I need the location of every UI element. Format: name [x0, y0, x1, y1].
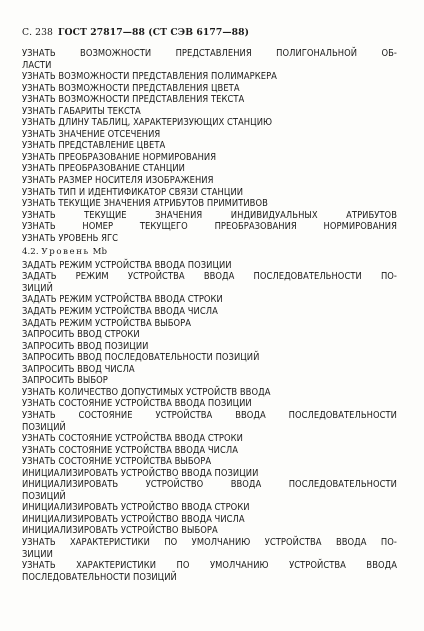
list-item-text: ПОСЛЕДОВАТЕЛЬНОСТИ — [288, 409, 397, 421]
list-item-text: УЗНАТЬ КОЛИЧЕСТВО ДОПУСТИМЫХ УСТРОЙСТВ ВВОДА — [22, 386, 271, 398]
list-item-text: АТРИБУТОВ — [346, 209, 397, 221]
function-list-block-2 — [22, 260, 397, 583]
list-item-text: УЗНАТЬ ПРЕОБРАЗОВАНИЕ СТАНЦИИ — [22, 163, 185, 175]
list-item-text: ЗАДАТЬ РЕЖИМ УСТРОЙСТВА ВВОДА ЧИСЛА — [22, 306, 218, 318]
list-item-text: ТЕКУЩИЕ — [84, 209, 127, 221]
list-item-text: ВВОДА — [235, 409, 266, 421]
list-item — [22, 422, 397, 434]
list-item-text: УЗНАТЬ ТИП И ИДЕНТИФИКАТОР СВЯЗИ СТАНЦИИ — [22, 186, 244, 198]
list-item — [22, 187, 397, 199]
list-item-text: ЗАДАТЬ РЕЖИМ УСТРОЙСТВА ВЫБОРА — [22, 317, 191, 329]
page-number: С. 238 — [22, 27, 54, 38]
list-item-text: ИНИЦИАЛИЗИРОВАТЬ УСТРОЙСТВО ВВОДА ПОЗИЦИИ — [22, 467, 259, 479]
list-item-text: ПО- — [380, 536, 397, 548]
list-item — [22, 352, 397, 364]
list-item-text: ПРЕДСТАВЛЕНИЯ — [175, 48, 252, 59]
list-item — [22, 71, 397, 83]
list-item — [22, 549, 397, 561]
list-item-text: УЗНАТЬ — [22, 536, 56, 548]
section-title: Уровень — [41, 247, 90, 258]
list-item-text: НОРМИРОВАНИЯ — [323, 221, 397, 233]
list-item-text: ХАРАКТЕРИСТИКИ — [70, 536, 150, 548]
list-item-text: УСТРОЙСТВА — [264, 536, 322, 548]
list-item-text: УЗНАТЬ ТЕКУЩИЕ ЗНАЧЕНИЯ АТРИБУТОВ ПРИМИТИВОВ — [22, 198, 268, 210]
list-item-text: ТЕКУЩЕГО — [139, 221, 188, 233]
list-item-text: ПО — [176, 560, 190, 572]
section-level: Mb — [92, 247, 108, 258]
page-header — [22, 27, 249, 38]
list-item — [22, 445, 397, 457]
function-list — [22, 48, 397, 583]
list-item-text: ЗИЦИЙ — [22, 282, 53, 294]
list-item-text: ПО- — [380, 271, 397, 283]
list-item — [22, 468, 397, 480]
function-list-block-1 — [22, 48, 397, 244]
list-item — [22, 152, 397, 164]
list-item-text: ВВОДА — [230, 479, 262, 491]
section-heading — [22, 247, 397, 259]
list-item — [22, 106, 397, 118]
list-item-text: УСТРОЙСТВА — [155, 409, 213, 421]
list-item-text: НОМЕР — [82, 221, 114, 233]
list-item — [22, 140, 397, 152]
list-item-text: ЗИЦИИ — [22, 548, 53, 560]
list-item-text: УСТРОЙСТВА — [289, 560, 346, 572]
list-item-text: УЗНАТЬ — [22, 48, 56, 59]
list-item-text: ЗАПРОСИТЬ ВЫБОР — [22, 375, 108, 387]
list-item-text: УЗНАТЬ ГАБАРИТЫ ТЕКСТА — [22, 105, 141, 117]
list-item — [22, 294, 397, 306]
list-item-text: ПОЛИГОНАЛЬНОЙ — [276, 48, 358, 59]
list-item-text: СОСТОЯНИЕ — [78, 409, 133, 421]
list-item — [22, 375, 397, 387]
list-item — [22, 560, 397, 572]
list-item-text: ПОСЛЕДОВАТЕЛЬНОСТИ — [288, 479, 397, 491]
list-item — [22, 456, 397, 468]
list-item-text: ИНИЦИАЛИЗИРОВАТЬ УСТРОЙСТВО ВЫБОРА — [22, 525, 218, 537]
list-item — [22, 318, 397, 330]
list-item-text: ЗАПРОСИТЬ ВВОД ПОЗИЦИИ — [22, 340, 149, 352]
list-item-text: УЗНАТЬ УРОВЕНЬ ЯГС — [22, 232, 119, 244]
standard-designation: ГОСТ 27817—88 (СТ СЭВ 6177—88) — [58, 27, 250, 38]
list-item — [22, 364, 397, 376]
list-item-text: РЕЖИМ — [75, 271, 109, 283]
list-item — [22, 525, 397, 537]
list-item — [22, 271, 397, 283]
list-item-text: ПРЕОБРАЗОВАНИЯ — [214, 221, 297, 233]
list-item-text: ИНИЦИАЛИЗИРОВАТЬ УСТРОЙСТВО ВВОДА ЧИСЛА — [22, 513, 245, 525]
list-item — [22, 94, 397, 106]
list-item-text: ИНИЦИАЛИЗИРОВАТЬ — [22, 479, 119, 491]
list-item-text: ПО — [164, 536, 178, 548]
list-item-text: УЗНАТЬ — [22, 560, 56, 572]
list-item-text: ЗАПРОСИТЬ ВВОД СТРОКИ — [22, 329, 140, 341]
list-item-text: ЗАДАТЬ РЕЖИМ УСТРОЙСТВА ВВОДА СТРОКИ — [22, 294, 223, 306]
list-item — [22, 433, 397, 445]
list-item-text: ВВОДА — [366, 560, 397, 572]
list-item-text: ПОЗИЦИЙ — [22, 490, 66, 502]
list-item-text: УМОЛЧАНИЮ — [209, 560, 269, 572]
list-item — [22, 117, 397, 129]
list-item — [22, 233, 397, 245]
list-item-text: УЗНАТЬ ПРЕОБРАЗОВАНИЕ НОРМИРОВАНИЯ — [22, 151, 217, 163]
list-item-text: ПОЗИЦИЙ — [22, 421, 66, 433]
list-item-text: ПОСЛЕДОВАТЕЛЬНОСТИ ПОЗИЦИЙ — [22, 571, 177, 583]
list-item — [22, 491, 397, 503]
list-item — [22, 306, 397, 318]
list-item — [22, 129, 397, 141]
list-item — [22, 163, 397, 175]
list-item-text: УЗНАТЬ РАЗМЕР НОСИТЕЛЯ ИЗОБРАЖЕНИЯ — [22, 175, 214, 187]
list-item-text: УЗНАТЬ СОСТОЯНИЕ УСТРОЙСТВА ВВОДА СТРОКИ — [22, 433, 243, 445]
list-item-text: УСТРОЙСТВО — [145, 479, 204, 491]
list-item — [22, 221, 397, 233]
list-item — [22, 502, 397, 514]
list-item — [22, 283, 397, 295]
list-item-text: ИНДИВИДУАЛЬНЫХ — [230, 209, 318, 221]
list-item-text: ПОСЛЕДОВАТЕЛЬНОСТИ — [253, 271, 362, 283]
list-item-text: ОБ- — [381, 48, 397, 59]
list-item-text: ВВОДА — [335, 536, 367, 548]
list-item-text: УМОЛЧАНИЮ — [191, 536, 251, 548]
list-item-text: ЛАСТИ — [22, 59, 52, 71]
list-item — [22, 48, 397, 60]
list-item — [22, 175, 397, 187]
list-item-text: УЗНАТЬ — [22, 221, 56, 233]
list-item-text: ХАРАКТЕРИСТИКИ — [76, 560, 157, 572]
list-item — [22, 537, 397, 549]
list-item-text: ВОЗМОЖНОСТИ — [80, 48, 152, 59]
list-item — [22, 341, 397, 353]
list-item-text: ЗАДАТЬ — [22, 271, 57, 283]
list-item — [22, 479, 397, 491]
list-item — [22, 572, 397, 584]
list-item-text: УЗНАТЬ ДЛИНУ ТАБЛИЦ, ХАРАКТЕРИЗУЮЩИХ СТАНЦИЮ — [22, 117, 273, 129]
list-item-text: УЗНАТЬ ПРЕДСТАВЛЕНИЕ ЦВЕТА — [22, 140, 166, 152]
list-item — [22, 83, 397, 95]
list-item — [22, 60, 397, 72]
list-item-text: УЗНАТЬ ВОЗМОЖНОСТИ ПРЕДСТАВЛЕНИЯ ТЕКСТА — [22, 94, 245, 106]
list-item — [22, 198, 397, 210]
list-item-text: УЗНАТЬ СОСТОЯНИЕ УСТРОЙСТВА ВЫБОРА — [22, 456, 212, 468]
list-item — [22, 514, 397, 526]
list-item-text: УСТРОЙСТВА — [127, 271, 185, 283]
list-item — [22, 210, 397, 222]
list-item — [22, 387, 397, 399]
list-item-text: УЗНАТЬ ЗНАЧЕНИЕ ОТСЕЧЕНИЯ — [22, 128, 161, 140]
list-item-text: ЗНАЧЕНИЯ — [155, 209, 203, 221]
list-item-text: ИНИЦИАЛИЗИРОВАТЬ УСТРОЙСТВО ВВОДА СТРОКИ — [22, 502, 250, 514]
list-item-text: УЗНАТЬ СОСТОЯНИЕ УСТРОЙСТВА ВВОДА ЧИСЛА — [22, 444, 238, 456]
list-item-text: ВВОДА — [203, 271, 235, 283]
list-item-text: УЗНАТЬ ВОЗМОЖНОСТИ ПРЕДСТАВЛЕНИЯ ЦВЕТА — [22, 82, 240, 94]
list-item-text: УЗНАТЬ — [22, 409, 56, 421]
section-number: 4.2. — [22, 247, 39, 258]
list-item-text: ЗАПРОСИТЬ ВВОД ПОСЛЕДОВАТЕЛЬНОСТИ ПОЗИЦИЙ — [22, 352, 260, 364]
list-item-text: УЗНАТЬ ВОЗМОЖНОСТИ ПРЕДСТАВЛЕНИЯ ПОЛИМАРКЕРА — [22, 71, 277, 83]
list-item — [22, 398, 397, 410]
list-item — [22, 410, 397, 422]
list-item-text: ЗАПРОСИТЬ ВВОД ЧИСЛА — [22, 363, 135, 375]
list-item — [22, 260, 397, 272]
list-item-text: ЗАДАТЬ РЕЖИМ УСТРОЙСТВА ВВОДА ПОЗИЦИИ — [22, 259, 232, 271]
list-item-text: УЗНАТЬ СОСТОЯНИЕ УСТРОЙСТВА ВВОДА ПОЗИЦИИ — [22, 398, 252, 410]
list-item — [22, 329, 397, 341]
list-item-text: УЗНАТЬ — [22, 209, 56, 221]
